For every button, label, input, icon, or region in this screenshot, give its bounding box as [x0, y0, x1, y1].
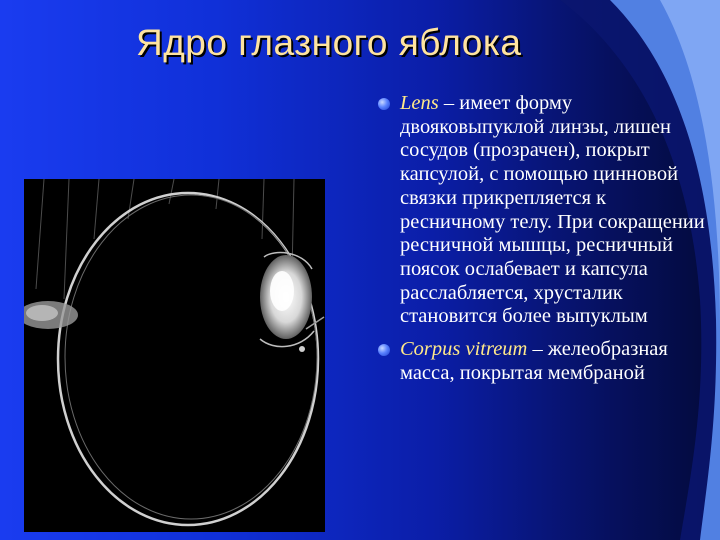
bullet-icon [378, 98, 390, 110]
eyeball-illustration [24, 179, 325, 532]
term-lens: Lens [400, 92, 439, 114]
bullet-item-lens [378, 92, 708, 329]
bullet-list [378, 92, 708, 394]
bullet-item-corpus-vitreum [378, 338, 708, 385]
lens-description: – имеет форму двояковыпуклой линзы, лишен сосудов (прозрачен), покрыт капсулой, с помощью цинновой связки прикрепляется к ресничному телу. При сокращении ресничной мышцы, ресничный поясок ослабевает и капсула расслабляется, хрусталик становится более выпуклым [400, 92, 705, 328]
bullet-icon [378, 344, 390, 356]
eyeball-photo [24, 179, 325, 532]
slide-title: Ядро глазного яблока [136, 22, 522, 63]
term-corpus-vitreum: Corpus vitreum [400, 338, 528, 361]
corpus-vitreum-description: – желеобразная масса, покрытая мембраной [400, 338, 668, 384]
